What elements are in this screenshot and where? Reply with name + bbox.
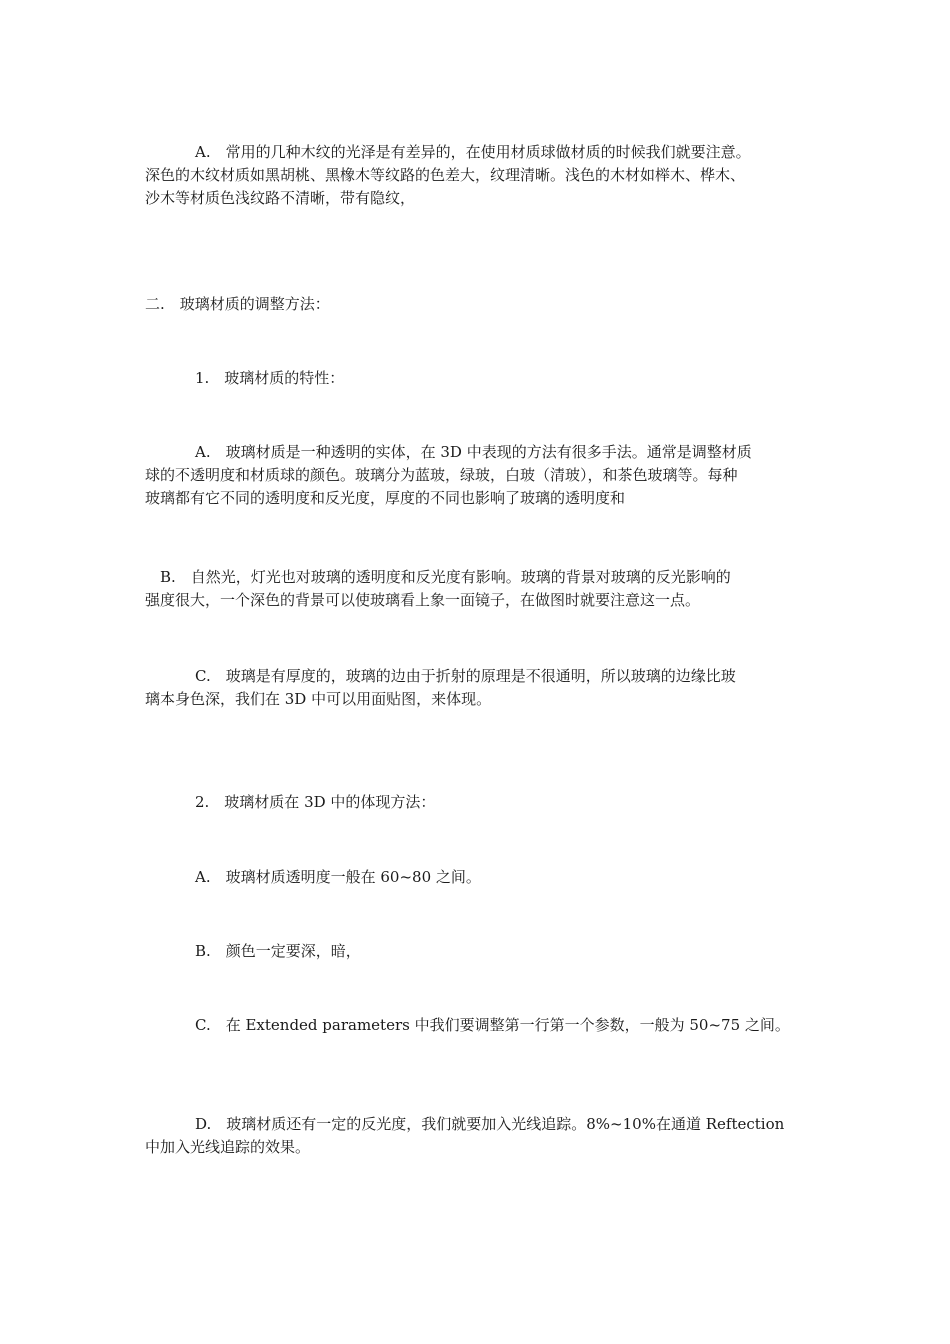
paragraph-wood-grain	[145, 141, 810, 210]
text-line: 中加入光线追踪的效果。	[145, 1138, 311, 1156]
text-line: 璃本身色深，我们在 3D 中可以用面贴图，来体现。	[145, 690, 492, 708]
text-line: B. 自然光，灯光也对玻璃的透明度和反光度有影响。玻璃的背景对玻璃的反光影响的	[160, 568, 731, 586]
text-line: C. 玻璃是有厚度的，玻璃的边由于折射的原理是不很通明，所以玻璃的边缘比玻	[195, 667, 736, 685]
text-line: 球的不透明度和材质球的颜色。玻璃分为蓝玻，绿玻，白玻（清玻），和茶色玻璃等。每种	[145, 466, 738, 484]
paragraph-glass-b	[145, 566, 810, 612]
section-heading-glass: 二. 玻璃材质的调整方法：	[145, 295, 330, 313]
list-item-c: C. 在 Extended parameters 中我们要调整第一行第一个参数，一般为 50~75 之间。	[195, 1016, 790, 1034]
text-line: D. 玻璃材质还有一定的反光度，我们就要加入光线追踪。8%~10%在通道 Reftection	[195, 1115, 785, 1133]
text-line: A. 玻璃材质是一种透明的实体，在 3D 中表现的方法有很多手法。通常是调整材质	[195, 443, 752, 461]
text-line: 深色的木纹材质如黑胡桃、黑橡木等纹路的色差大，纹理清晰。浅色的木材如榉木、桦木、	[145, 166, 746, 184]
text-line: 沙木等材质色浅纹路不清晰，带有隐纹，	[145, 189, 416, 207]
text-line: 玻璃都有它不同的透明度和反光度，厚度的不同也影响了玻璃的透明度和	[145, 489, 626, 507]
paragraph-glass-a	[145, 441, 810, 510]
text-line: 强度很大，一个深色的背景可以使玻璃看上象一面镜子，在做图时就要注意这一点。	[145, 591, 701, 609]
subheading-glass-properties: 1. 玻璃材质的特性：	[195, 369, 345, 387]
list-item-a: A. 玻璃材质透明度一般在 60~80 之间。	[195, 868, 481, 886]
text-line: A. 常用的几种木纹的光泽是有差异的，在使用材质球做材质的时候我们就要注意。	[195, 143, 751, 161]
list-item-d	[145, 1113, 810, 1159]
list-item-b: B. 颜色一定要深，暗，	[195, 942, 361, 960]
paragraph-glass-c	[145, 665, 810, 711]
subheading-glass-methods: 2. 玻璃材质在 3D 中的体现方法：	[195, 793, 436, 811]
